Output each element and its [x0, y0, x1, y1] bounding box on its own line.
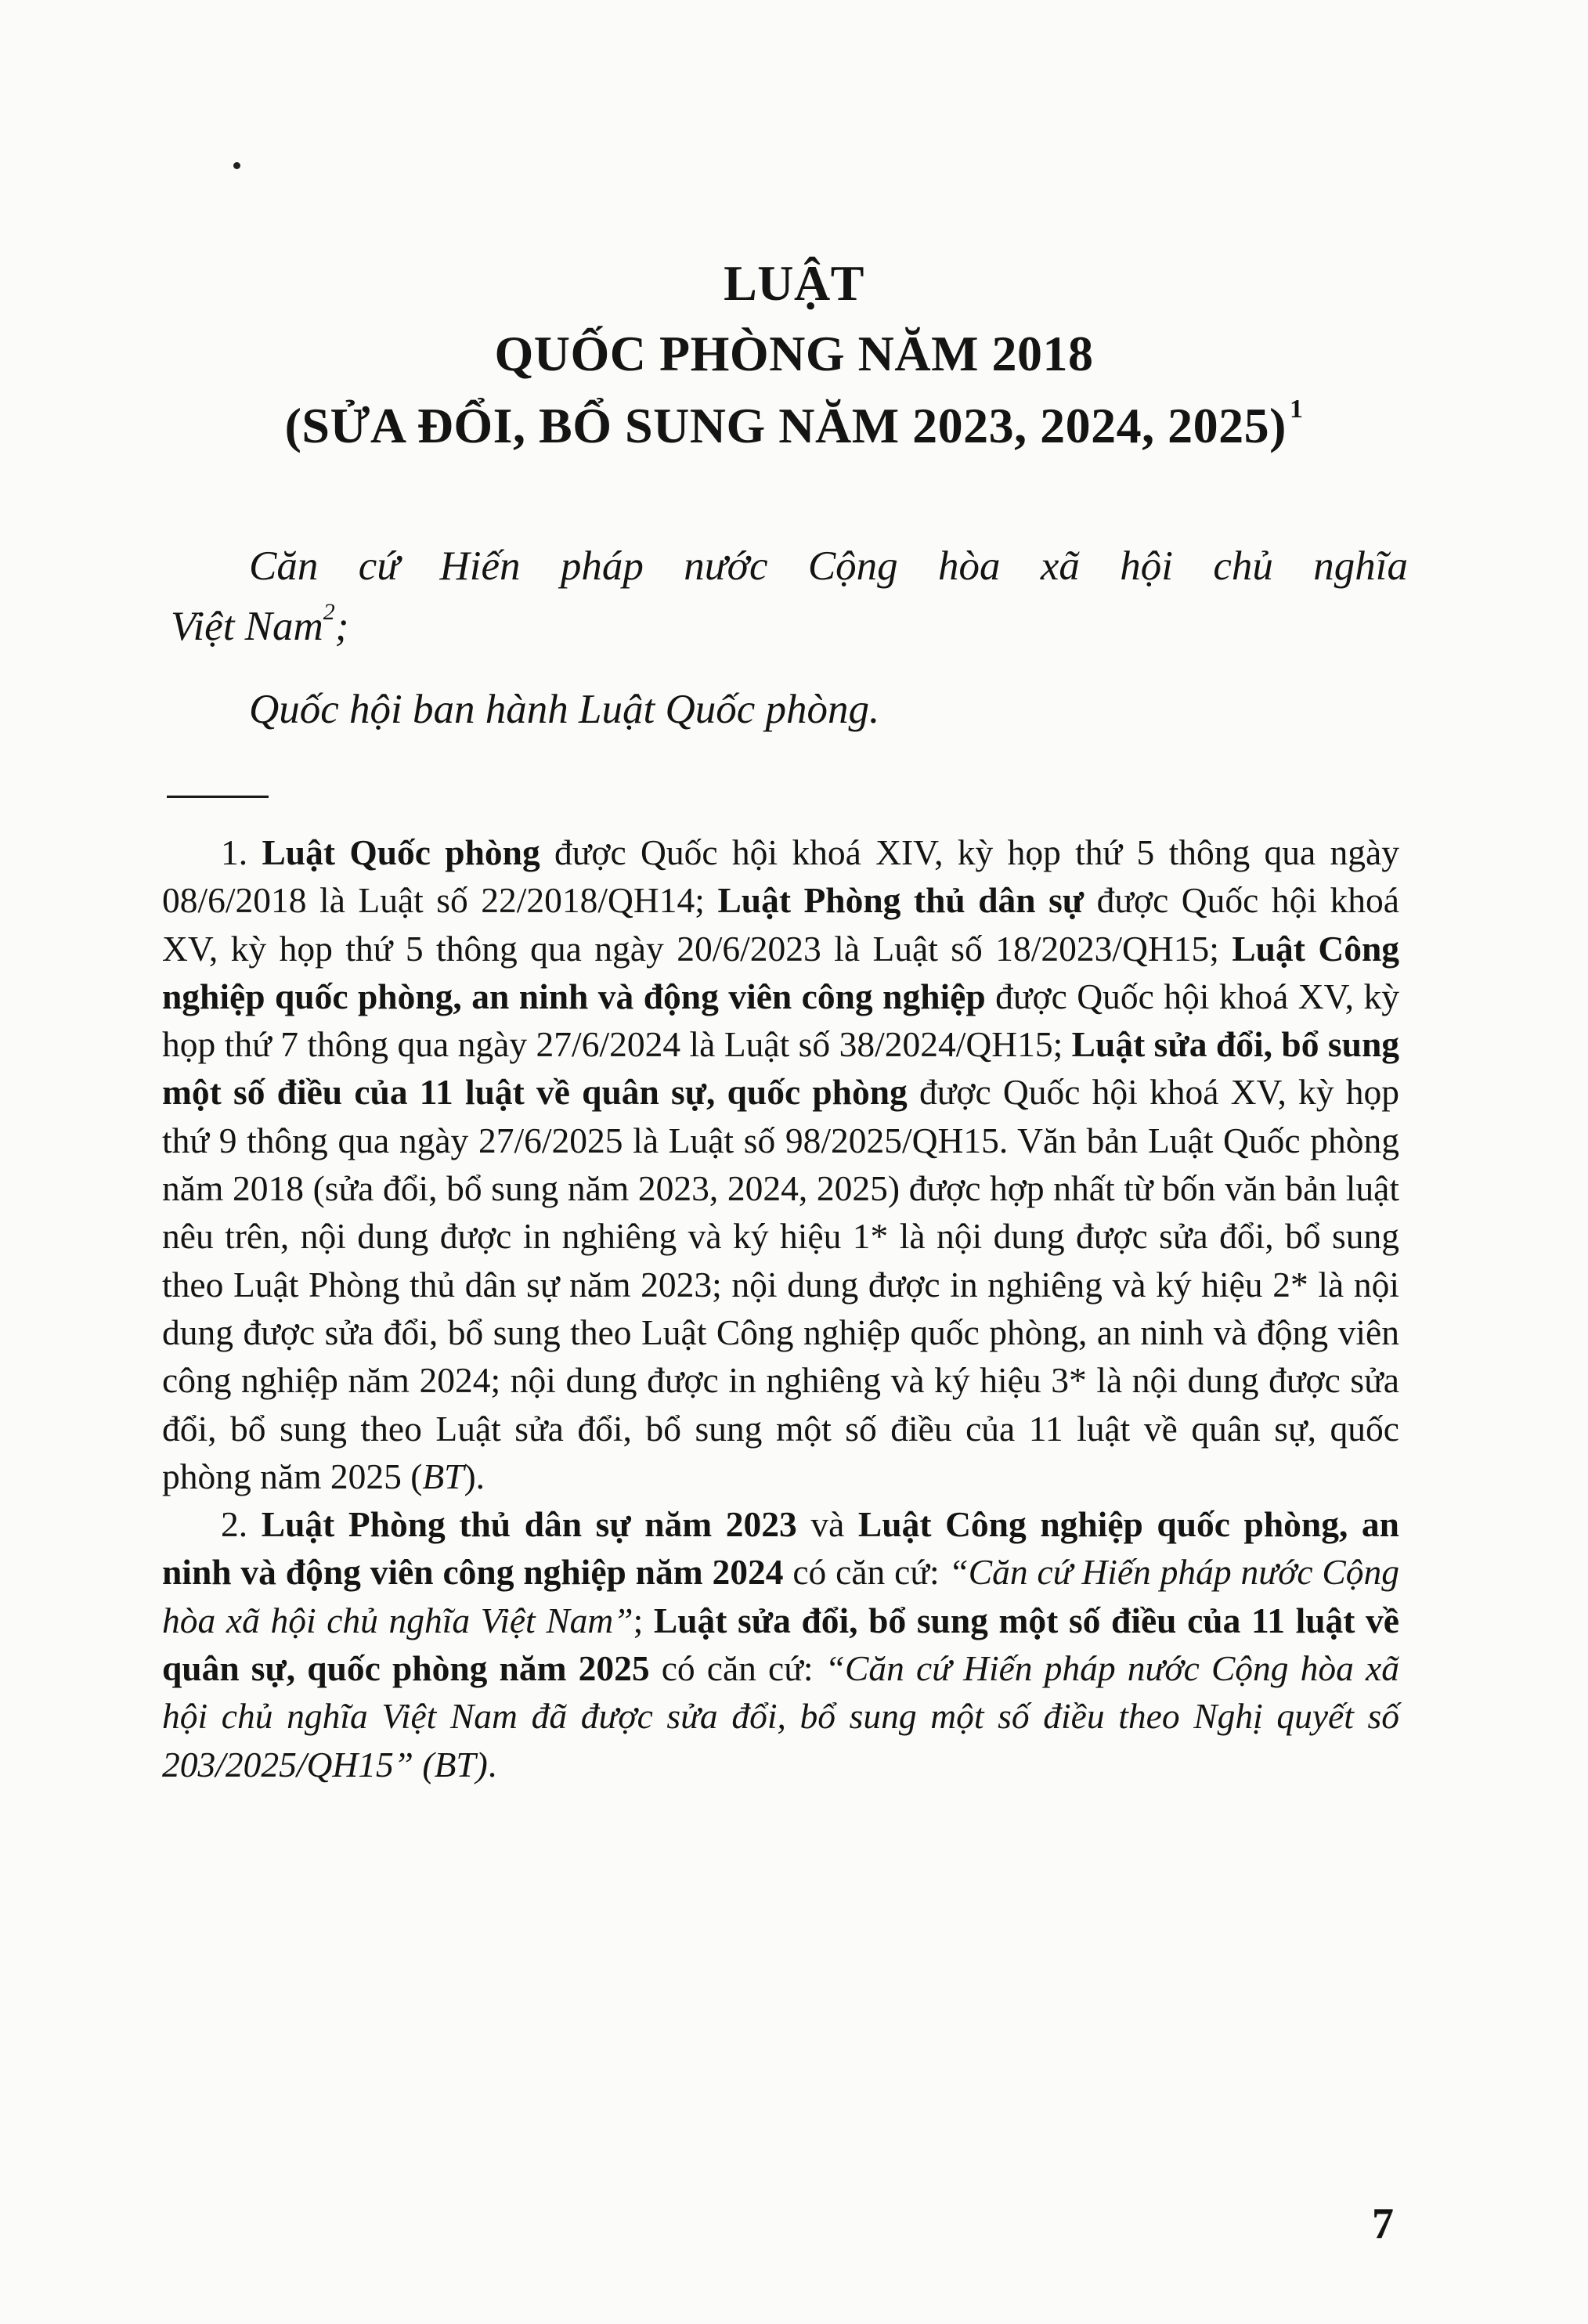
- footnote-1-law-4: Luật sửa đổi, bổ sung một số điều của 11 luật về quân sự, quốc phòng: [162, 1024, 1399, 1113]
- footnote-2-sep: ;: [633, 1600, 654, 1640]
- footnote-2-law-3: Luật sửa đổi, bổ sung một số điều của 11 luật về quân sự, quốc phòng năm 2025: [162, 1600, 1399, 1689]
- footnote-1-text-3: được Quốc hội khoá XV, kỳ họp thứ 7 thông qua ngày 27/6/2024 là Luật số 38/2024/QH15;: [162, 976, 1399, 1065]
- footnote-2-text-3: có căn cứ:: [649, 1648, 825, 1689]
- footnote-2-number: 2.: [221, 1504, 262, 1545]
- amendment-text: (SỬA ĐỔI, BỔ SUNG NĂM 2023, 2024, 2025): [284, 398, 1287, 453]
- footnote-1-text-4: được Quốc hội khoá XV, kỳ họp thứ 9 thông qua ngày 27/6/2025 là Luật số 98/2025/QH15. Văn bản Luật Quốc phòng năm 2018 (sửa đổi, bổ sung năm 2023, 2024, 2025) được hợp nhất từ bốn văn bản luật nêu trên, nội dung được in nghiêng và ký hiệu 1* là nội dung được sửa đổi, bổ sung theo Luật Phòng thủ dân sự năm 2023; nội dung được in nghiêng và ký hiệu 2* là nội dung được sửa đổi, bổ sung theo Luật Công nghiệp quốc phòng, an ninh và động viên công nghiệp năm 2024; nội dung được in nghiêng và ký hiệu 3* là nội dung được sửa đổi, bổ sung theo Luật sửa đổi, bổ sung một số điều của 11 luật về quân sự, quốc phòng năm 2025 (: [162, 1072, 1399, 1496]
- footnote-1-law-3: Luật Công nghiệp quốc phòng, an ninh và động viên công nghiệp: [162, 928, 1400, 1016]
- page-number: 7: [1372, 2200, 1394, 2248]
- footnote-2-quote-1: “Căn cứ Hiến pháp nước Cộng hòa xã hội chủ nghĩa Việt Nam”: [162, 1552, 1399, 1640]
- preamble-line-1: Căn cứ Hiến pháp nước Cộng hòa xã hội chủ nghĩa: [249, 543, 1408, 589]
- footnote-1: [162, 828, 1399, 1500]
- footnote-1-law-1: Luật Quốc phòng: [262, 832, 540, 872]
- footnote-1-end: ).: [464, 1456, 485, 1496]
- footnote-1-law-2: Luật Phòng thủ dân sự: [717, 880, 1085, 921]
- footnote-separator: [167, 796, 269, 798]
- footnote-ref-1: 1: [1289, 395, 1304, 424]
- preamble-enactment: Quốc hội ban hành Luật Quốc phòng.: [249, 687, 880, 732]
- preamble-semicolon: ;: [334, 603, 349, 649]
- law-amendment-note: [0, 395, 1588, 453]
- footnote-2-text-2: có căn cứ:: [783, 1552, 949, 1593]
- footnote-2-law-2: Luật Công nghiệp quốc phòng, an ninh và động viên công nghiệp năm 2024: [162, 1504, 1399, 1593]
- ink-dot: [233, 162, 240, 169]
- footnotes: [162, 828, 1399, 1788]
- preamble-basis: [171, 536, 1408, 657]
- footnote-2-end: .: [487, 1744, 497, 1784]
- footnote-2-quote-2: “Căn cứ Hiến pháp nước Cộng hòa xã hội chủ nghĩa Việt Nam đã được sửa đổi, bổ sung một số điều theo Nghị quyết số 203/2025/QH15” (BT): [162, 1648, 1399, 1784]
- footnote-2-law-1: Luật Phòng thủ dân sự năm 2023: [261, 1504, 797, 1545]
- preamble-line-2: [171, 597, 1408, 657]
- footnote-1-text-1: được Quốc hội khoá XIV, kỳ họp thứ 5 thông qua ngày 08/6/2018 là Luật số 22/2018/QH14;: [162, 832, 1399, 921]
- law-name: QUỐC PHÒNG NĂM 2018: [494, 326, 1094, 381]
- footnote-2-text-1: và: [796, 1504, 858, 1545]
- footnote-1-number: 1.: [221, 832, 262, 872]
- footnote-2: [162, 1500, 1399, 1788]
- footnote-1-text-2: được Quốc hội khoá XV, kỳ họp thứ 5 thông qua ngày 20/6/2023 là Luật số 18/2023/QH15;: [162, 880, 1399, 969]
- law-title: LUẬT: [724, 255, 864, 311]
- footnote-ref-2: 2: [323, 598, 335, 625]
- preamble-country: Việt Nam: [171, 603, 323, 649]
- footnote-1-bt: BT: [422, 1456, 464, 1496]
